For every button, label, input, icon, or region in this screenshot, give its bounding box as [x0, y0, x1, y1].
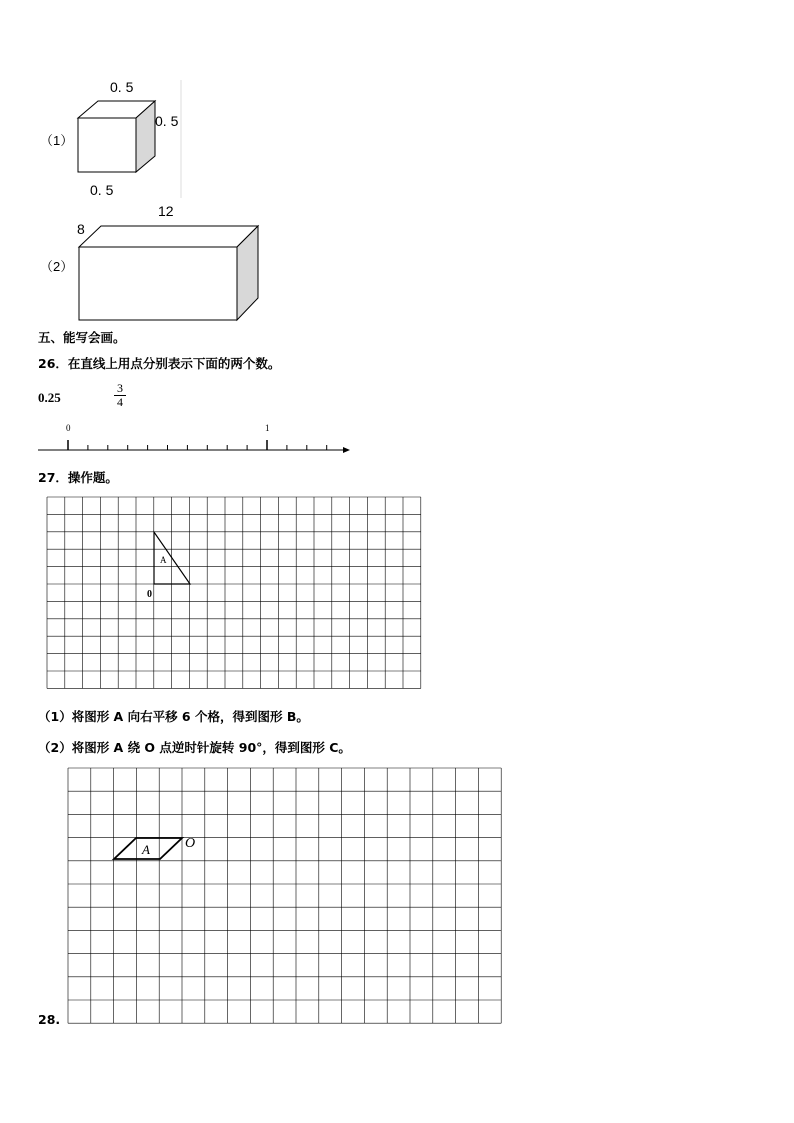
- cube2-label: （2）: [40, 259, 74, 274]
- section5-title: 五、能写会画。: [38, 330, 126, 345]
- q26-text: 26．在直线上用点分别表示下面的两个数。: [38, 356, 281, 371]
- q28-shape-a-label: A: [142, 842, 150, 857]
- cube2-length-dimension: 12: [158, 203, 174, 219]
- q26-fraction-denominator: 4: [117, 395, 123, 409]
- q26-tick-label-1: 1: [265, 423, 270, 433]
- q26-tick-label-0: 0: [66, 423, 71, 433]
- q27-text: 27．操作题。: [38, 470, 118, 485]
- q26-decimal: 0.25: [38, 390, 61, 405]
- q28-number: 28.: [38, 1012, 61, 1027]
- q27-origin-label: 0: [147, 589, 152, 600]
- q28-point-o-label: O: [185, 836, 196, 851]
- cube1-right-dimension: 0. 5: [155, 113, 179, 129]
- cube1-label: （1）: [40, 133, 74, 148]
- cube1-bottom-dimension: 0. 5: [90, 182, 114, 198]
- q27-shape-a-label: A: [160, 555, 167, 565]
- q26-fraction-numerator: 3: [117, 381, 123, 395]
- cube1-top-dimension: 0. 5: [110, 79, 134, 95]
- q27-task-1: （1）将图形 A 向右平移 6 个格，得到图形 B。: [38, 709, 309, 724]
- q27-task-2: （2）将图形 A 绕 O 点逆时针旋转 90°，得到图形 C。: [38, 740, 351, 755]
- cube2-depth-dimension: 8: [77, 221, 85, 237]
